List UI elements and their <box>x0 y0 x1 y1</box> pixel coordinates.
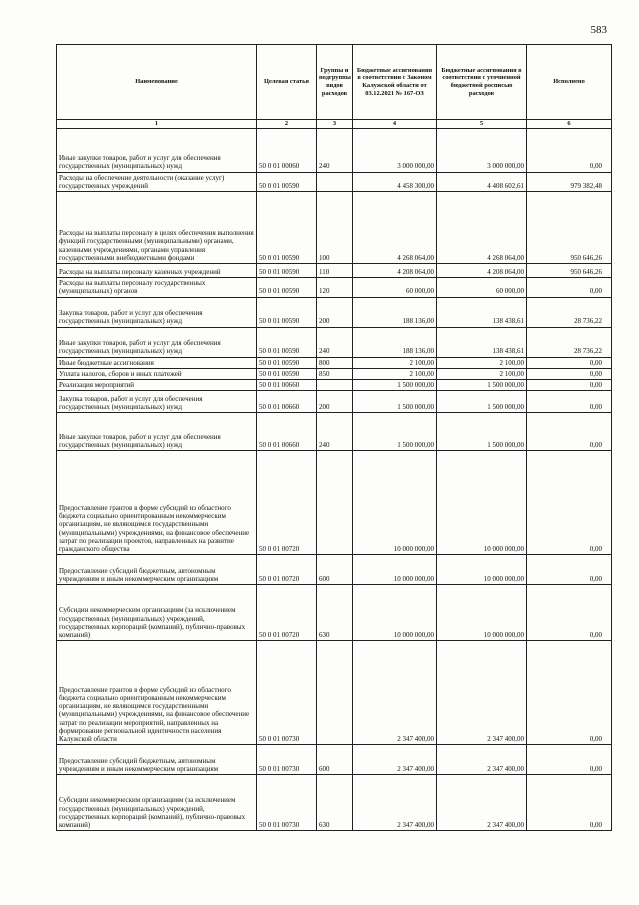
column-number: 5 <box>437 120 527 129</box>
cell-executed-amount: 0,00 <box>527 368 612 379</box>
table-row <box>57 297 612 327</box>
cell-law-amount: 188 136,00 <box>353 297 437 327</box>
table-row <box>57 327 612 357</box>
cell-executed-amount: 0,00 <box>527 391 612 413</box>
cell-law-amount: 10 000 000,00 <box>353 555 437 585</box>
cell-name: Предоставление грантов в форме субсидий из областного бюджета социально ориентированным некоммерческим организациям, не являющимся государственными (муниципальными) учреждениями, на финансовое обеспечение затрат по реализации мероприятий, направленных на формирование региональной идентичности населения Калужской области <box>57 641 257 745</box>
cell-law-amount: 4 208 064,00 <box>353 264 437 278</box>
cell-target-article: 50 0 01 00730 <box>257 775 317 831</box>
cell-law-amount: 2 347 400,00 <box>353 775 437 831</box>
column-number: 2 <box>257 120 317 129</box>
header-refined-allocations: Бюджетные ассигнования в соответствии с уточненной бюджетной росписью расходов <box>437 45 527 120</box>
cell-refined-amount: 2 100,00 <box>437 357 527 368</box>
cell-refined-amount: 4 208 064,00 <box>437 264 527 278</box>
cell-refined-amount: 3 000 000,00 <box>437 128 527 172</box>
cell-refined-amount: 2 347 400,00 <box>437 641 527 745</box>
cell-expense-group: 110 <box>317 264 353 278</box>
cell-expense-group: 630 <box>317 775 353 831</box>
table-row <box>57 264 612 278</box>
cell-target-article: 50 0 01 00590 <box>257 327 317 357</box>
cell-target-article: 50 0 01 00720 <box>257 585 317 641</box>
cell-executed-amount: 950 646,26 <box>527 192 612 264</box>
cell-law-amount: 2 100,00 <box>353 368 437 379</box>
header-name: Наименование <box>57 45 257 120</box>
cell-target-article: 50 0 01 00590 <box>257 172 317 192</box>
cell-refined-amount: 4 268 064,00 <box>437 192 527 264</box>
column-number-row <box>57 120 612 129</box>
table-row <box>57 368 612 379</box>
cell-executed-amount: 0,00 <box>527 775 612 831</box>
cell-expense-group: 120 <box>317 278 353 298</box>
cell-target-article: 50 0 01 00590 <box>257 192 317 264</box>
cell-name: Расходы на выплаты персоналу государственных (муниципальных) органов <box>57 278 257 298</box>
cell-law-amount: 188 136,00 <box>353 327 437 357</box>
table-row <box>57 585 612 641</box>
cell-name: Закупка товаров, работ и услуг для обеспечения государственных (муниципальных) нужд <box>57 297 257 327</box>
cell-executed-amount: 0,00 <box>527 555 612 585</box>
cell-target-article: 50 0 01 00590 <box>257 357 317 368</box>
cell-executed-amount: 28 736,22 <box>527 327 612 357</box>
cell-expense-group: 100 <box>317 192 353 264</box>
header-target-article: Целевая статья <box>257 45 317 120</box>
cell-name: Предоставление субсидий бюджетным, автономным учреждениям и иным некоммерческим организациям <box>57 555 257 585</box>
cell-expense-group: 240 <box>317 327 353 357</box>
cell-law-amount: 1 500 000,00 <box>353 391 437 413</box>
cell-executed-amount: 0,00 <box>527 278 612 298</box>
cell-name: Расходы на выплаты персоналу в целях обеспечения выполнения функций государственными (муниципальными) органами, казенными учреждениями, органами управления государственными внебюджетными фондами <box>57 192 257 264</box>
table-row <box>57 641 612 745</box>
cell-name: Субсидии некоммерческим организациям (за исключением государственных (муниципальных) учреждений, государственных корпораций (компаний), публично-правовых компаний) <box>57 775 257 831</box>
cell-expense-group: 600 <box>317 555 353 585</box>
cell-law-amount: 10 000 000,00 <box>353 585 437 641</box>
cell-expense-group: 240 <box>317 128 353 172</box>
cell-target-article: 50 0 01 00590 <box>257 297 317 327</box>
cell-law-amount: 2 347 400,00 <box>353 641 437 745</box>
cell-target-article: 50 0 01 00590 <box>257 278 317 298</box>
cell-refined-amount: 2 100,00 <box>437 368 527 379</box>
column-number: 6 <box>527 120 612 129</box>
cell-target-article: 50 0 01 00730 <box>257 745 317 775</box>
table-row <box>57 380 612 391</box>
cell-target-article: 50 0 01 00730 <box>257 641 317 745</box>
cell-name: Закупка товаров, работ и услуг для обеспечения государственных (муниципальных) нужд <box>57 391 257 413</box>
table-row <box>57 172 612 192</box>
cell-name: Иные бюджетные ассигнования <box>57 357 257 368</box>
cell-refined-amount: 10 000 000,00 <box>437 585 527 641</box>
cell-law-amount: 4 458 300,00 <box>353 172 437 192</box>
table-row <box>57 745 612 775</box>
cell-executed-amount: 0,00 <box>527 745 612 775</box>
cell-name: Предоставление грантов в форме субсидий из областного бюджета социально ориентированным некоммерческим организациям, не являющимся государственными (муниципальными) учреждениями, на финансовое обеспечение затрат по реализации проектов, направленных на развитие гражданского общества <box>57 451 257 555</box>
header-executed: Исполнено <box>527 45 612 120</box>
cell-law-amount: 10 000 000,00 <box>353 451 437 555</box>
cell-refined-amount: 138 438,61 <box>437 327 527 357</box>
cell-executed-amount: 28 736,22 <box>527 297 612 327</box>
cell-executed-amount: 0,00 <box>527 641 612 745</box>
table-row <box>57 451 612 555</box>
header-expense-groups: Группы и подгруппы видов расходов <box>317 45 353 120</box>
table-row <box>57 278 612 298</box>
cell-name: Уплата налогов, сборов и иных платежей <box>57 368 257 379</box>
cell-refined-amount: 60 000,00 <box>437 278 527 298</box>
column-number: 1 <box>57 120 257 129</box>
cell-refined-amount: 10 000 000,00 <box>437 451 527 555</box>
cell-law-amount: 3 000 000,00 <box>353 128 437 172</box>
header-row <box>57 45 612 120</box>
cell-expense-group: 800 <box>317 357 353 368</box>
cell-name: Предоставление субсидий бюджетным, автономным учреждениям и иным некоммерческим организациям <box>57 745 257 775</box>
cell-target-article: 50 0 01 00660 <box>257 391 317 413</box>
cell-executed-amount: 950 646,26 <box>527 264 612 278</box>
cell-expense-group <box>317 451 353 555</box>
cell-target-article: 50 0 01 00660 <box>257 380 317 391</box>
table-row <box>57 128 612 172</box>
cell-refined-amount: 2 347 400,00 <box>437 745 527 775</box>
cell-expense-group <box>317 380 353 391</box>
cell-target-article: 50 0 01 00590 <box>257 368 317 379</box>
table-row <box>57 192 612 264</box>
table-row <box>57 391 612 413</box>
cell-expense-group: 200 <box>317 297 353 327</box>
cell-target-article: 50 0 01 00060 <box>257 128 317 172</box>
table-row <box>57 555 612 585</box>
cell-name: Субсидии некоммерческим организациям (за исключением государственных (муниципальных) учреждений, государственных корпораций (компаний), публично-правовых компаний) <box>57 585 257 641</box>
cell-executed-amount: 979 382,48 <box>527 172 612 192</box>
cell-name: Расходы на обеспечение деятельности (оказание услуг) государственных учреждений <box>57 172 257 192</box>
cell-expense-group: 240 <box>317 413 353 451</box>
column-number: 3 <box>317 120 353 129</box>
cell-refined-amount: 2 347 400,00 <box>437 775 527 831</box>
cell-expense-group <box>317 641 353 745</box>
cell-refined-amount: 10 000 000,00 <box>437 555 527 585</box>
cell-target-article: 50 0 01 00660 <box>257 413 317 451</box>
table-row <box>57 775 612 831</box>
column-number: 4 <box>353 120 437 129</box>
cell-expense-group: 850 <box>317 368 353 379</box>
cell-executed-amount: 0,00 <box>527 357 612 368</box>
cell-refined-amount: 1 500 000,00 <box>437 380 527 391</box>
cell-target-article: 50 0 01 00590 <box>257 264 317 278</box>
cell-executed-amount: 0,00 <box>527 413 612 451</box>
cell-target-article: 50 0 01 00720 <box>257 451 317 555</box>
cell-name: Иные закупки товаров, работ и услуг для обеспечения государственных (муниципальных) нужд <box>57 327 257 357</box>
cell-law-amount: 1 500 000,00 <box>353 413 437 451</box>
cell-expense-group: 200 <box>317 391 353 413</box>
header-law-allocations: Бюджетные ассигнования в соответствии с Законом Калужской области от 03.12.2021 № 167-ОЗ <box>353 45 437 120</box>
cell-refined-amount: 1 500 000,00 <box>437 413 527 451</box>
cell-name: Иные закупки товаров, работ и услуг для обеспечения государственных (муниципальных) нужд <box>57 413 257 451</box>
cell-law-amount: 2 100,00 <box>353 357 437 368</box>
table-row <box>57 357 612 368</box>
cell-executed-amount: 0,00 <box>527 451 612 555</box>
cell-refined-amount: 4 408 602,61 <box>437 172 527 192</box>
table-row <box>57 413 612 451</box>
page-number: 583 <box>590 24 607 36</box>
table-body <box>57 128 612 831</box>
cell-executed-amount: 0,00 <box>527 380 612 391</box>
cell-refined-amount: 138 438,61 <box>437 297 527 327</box>
cell-name: Расходы на выплаты персоналу казенных учреждений <box>57 264 257 278</box>
cell-executed-amount: 0,00 <box>527 128 612 172</box>
cell-target-article: 50 0 01 00720 <box>257 555 317 585</box>
cell-executed-amount: 0,00 <box>527 585 612 641</box>
cell-law-amount: 1 500 000,00 <box>353 380 437 391</box>
cell-law-amount: 60 000,00 <box>353 278 437 298</box>
budget-table <box>56 44 612 831</box>
cell-law-amount: 4 268 064,00 <box>353 192 437 264</box>
cell-expense-group: 600 <box>317 745 353 775</box>
cell-name: Реализация мероприятий <box>57 380 257 391</box>
cell-law-amount: 2 347 400,00 <box>353 745 437 775</box>
cell-refined-amount: 1 500 000,00 <box>437 391 527 413</box>
cell-name: Иные закупки товаров, работ и услуг для обеспечения государственных (муниципальных) нужд <box>57 128 257 172</box>
cell-expense-group <box>317 172 353 192</box>
cell-expense-group: 630 <box>317 585 353 641</box>
